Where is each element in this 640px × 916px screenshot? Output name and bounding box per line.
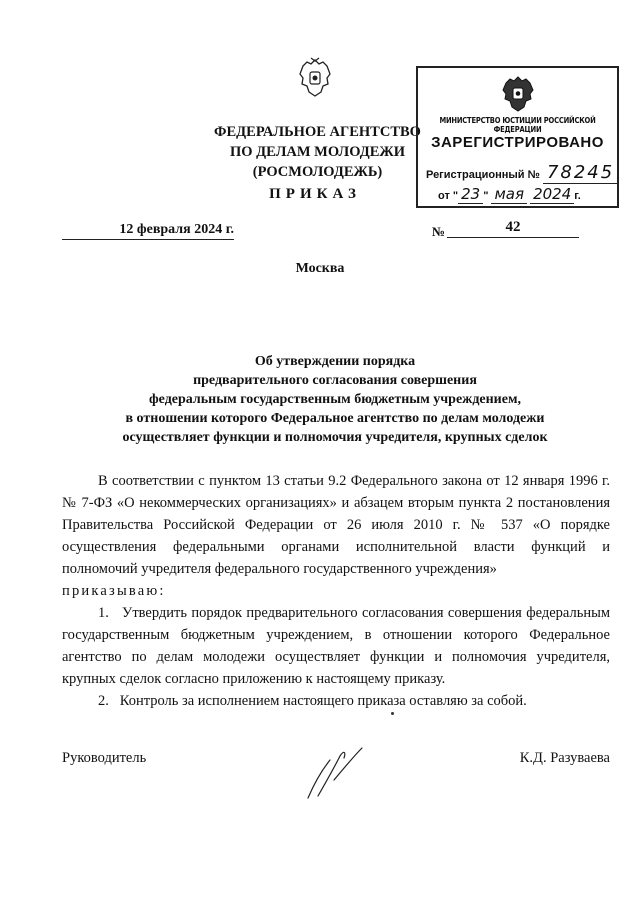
order-body [62,470,610,712]
stamp-registered-label: ЗАРЕГИСТРИРОВАНО [431,134,604,151]
stamp-date-month: мая [491,185,527,204]
title-line4: в отношении которого Федеральное агентство по делам молодежи [125,411,545,426]
order-number-label: № [432,224,446,239]
order-title [60,352,610,447]
order-number: 42 [447,219,579,238]
handwritten-signature [300,740,380,804]
agency-header [210,122,425,182]
order-date: 12 февраля 2024 г. [62,222,234,240]
signatory-name: К.Д. Разуваева [519,750,610,766]
stamp-date-suffix: г. [574,190,581,202]
stamp-date-day: 23 [458,185,483,204]
stamp-reg-number: 78245 [543,162,618,184]
stamp-date-row [438,185,616,203]
agency-name-line3: (РОСМОЛОДЕЖЬ) [252,164,383,180]
stamp-registration-number-row [426,162,616,183]
stamp-date-year: 2024 [530,185,574,204]
ink-dot [391,712,394,715]
stamp-date-quote: " [483,190,489,202]
stamp-ministry-name: МИНИСТЕРСТВО ЮСТИЦИИ РОССИЙСКОЙ ФЕДЕРАЦИИ [439,116,596,134]
order-item-1: 1. Утвердить порядок предварительного согласования совершения федеральным государственным бюджетным учреждением, в отношении которого Федеральное агентство по делам молодежи осуществляет функции и полномочия учредителя, крупных сделок согласно приложению к настоящему приказу. [62,605,610,687]
signatory-position: Руководитель [62,750,147,766]
preamble-paragraph: В соответствии с пунктом 13 статьи 9.2 Федерального закона от 12 января 1996 г. № 7-ФЗ «О некоммерческих организациях» и абзацем вторым пункта 2 постановления Правительства Российской Федерации от 26 июля 2010 г. № 537 «О порядке осуществления федеральными органами исполнительной власти функций и полномочий учредителя федерального государственного учреждения» [62,473,610,577]
agency-name-line1: ФЕДЕРАЛЬНОЕ АГЕНТСТВО [214,124,421,140]
registration-stamp [416,66,619,208]
stamp-coat-of-arms-icon [500,74,536,114]
title-line1: Об утверждении порядка [254,354,416,369]
agency-name-line2: ПО ДЕЛАМ МОЛОДЕЖИ [229,144,406,160]
order-item-2: 2. Контроль за исполнением настоящего приказа оставляю за собой. [98,693,527,709]
title-line2: предварительного согласования совершения [193,373,477,388]
title-line5: осуществляет функции и полномочия учредителя, крупных сделок [122,430,548,445]
title-line3: федеральным государственным бюджетным учреждением, [149,392,521,407]
order-word: приказываю: [62,583,166,599]
order-city: Москва [295,261,345,276]
stamp-date-prefix: от " [438,190,459,202]
coat-of-arms-icon [297,56,333,100]
stamp-reg-label: Регистрационный № [426,169,540,181]
document-type: ПРИКАЗ [269,186,361,202]
